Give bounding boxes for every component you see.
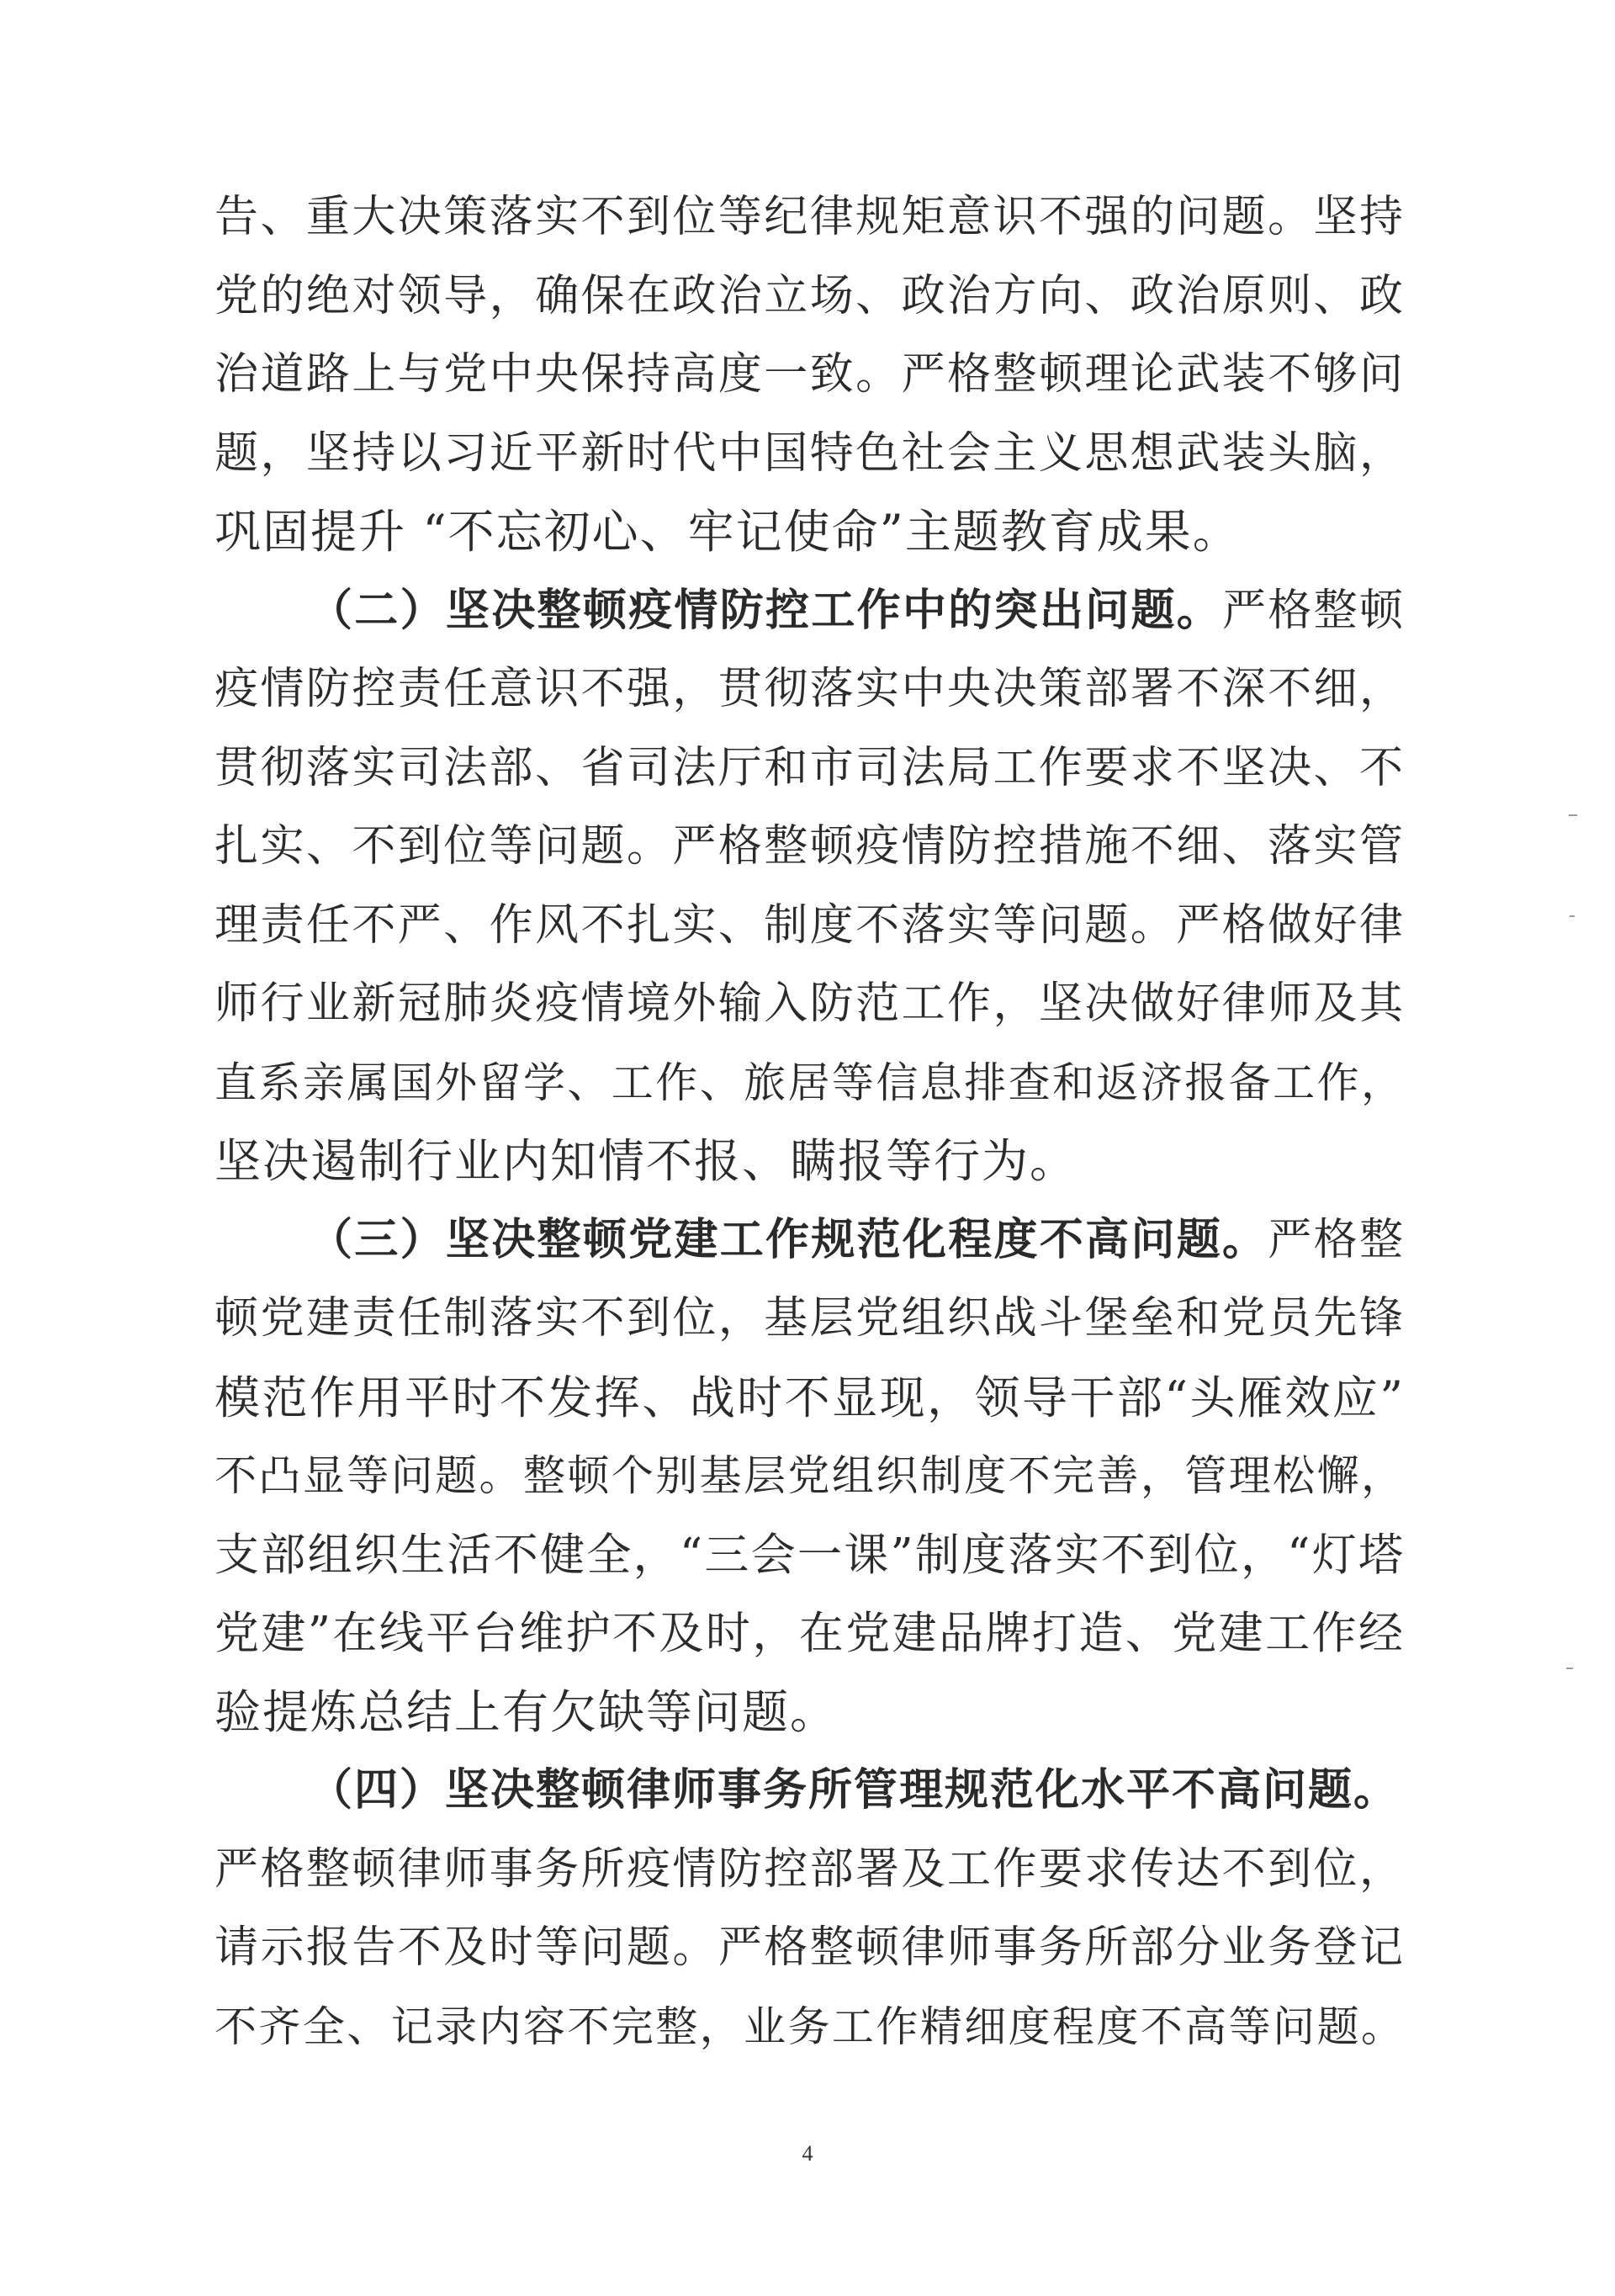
text-line: 请示报告不及时等问题。严格整顿律师事务所部分业务登记 bbox=[214, 1922, 1405, 1973]
section-2-first-line bbox=[214, 572, 1405, 651]
section-3-first-line bbox=[214, 1201, 1405, 1281]
scan-mark bbox=[1569, 814, 1577, 816]
text-line: 坚决遏制行业内知情不报、瞒报等行为。 bbox=[214, 1134, 1078, 1188]
text-line: 贯彻落实司法部、省司法厅和市司法局工作要求不坚决、不 bbox=[214, 742, 1405, 793]
text-line: 党建”在线平台维护不及时，在党建品牌打造、党建工作经 bbox=[214, 1608, 1405, 1659]
text-line: 师行业新冠肺炎疫情境外输入防范工作，坚决做好律师及其 bbox=[214, 978, 1405, 1029]
text-line: 模范作用平时不发挥、战时不显现，领导干部“头雁效应” bbox=[214, 1371, 1405, 1424]
text-line: 理责任不严、作风不扎实、制度不落实等问题。严格做好律 bbox=[214, 899, 1405, 951]
text-line: 治道路上与党中央保持高度一致。严格整顿理论武装不够问 bbox=[214, 349, 1405, 400]
document-body bbox=[214, 178, 1405, 2066]
text-line: 严格整顿律师事务所疫情防控部署及工作要求传达不到位， bbox=[214, 1843, 1405, 1895]
page-number: 4 bbox=[802, 2141, 813, 2166]
section-3-heading: （三）坚决整顿党建工作规范化程度不高问题。 bbox=[309, 1214, 1268, 1265]
text-line: 支部组织生活不健全，“三会一课”制度落实不到位，“灯塔 bbox=[214, 1529, 1405, 1581]
text-line: 巩固提升 “不忘初心、牢记使命”主题教育成果。 bbox=[214, 505, 1241, 559]
text-line: 顿党建责任制落实不到位，基层党组织战斗堡垒和党员先锋 bbox=[214, 1293, 1405, 1344]
text-line: 告、重大决策落实不到位等纪律规矩意识不强的问题。坚持 bbox=[214, 192, 1405, 242]
scan-mark bbox=[1570, 915, 1575, 917]
text-line: 党的绝对领导，确保在政治立场、政治方向、政治原则、政 bbox=[214, 270, 1405, 321]
text-run: 严格整顿 bbox=[1222, 585, 1405, 636]
section-2-heading: （二）坚决整顿疫情防控工作中的突出问题。 bbox=[309, 585, 1223, 636]
text-line: 不齐全、记录内容不完整，业务工作精细度程度不高等问题。 bbox=[214, 2002, 1405, 2051]
text-line: 扎实、不到位等问题。严格整顿疫情防控措施不细、落实管 bbox=[214, 821, 1405, 872]
text-line: 验提炼总结上有欠缺等问题。 bbox=[214, 1684, 839, 1739]
text-run: 严格整 bbox=[1268, 1214, 1405, 1265]
section-4-heading: （四）坚决整顿律师事务所管理规范化水平不高问题。 bbox=[309, 1765, 1400, 1816]
text-line: 不凸显等问题。整顿个别基层党组织制度不完善，管理松懈， bbox=[214, 1451, 1405, 1500]
scan-mark bbox=[1566, 1668, 1573, 1669]
text-line: 题，坚持以习近平新时代中国特色社会主义思想武装头脑， bbox=[214, 427, 1405, 479]
text-line: 直系亲属国外留学、工作、旅居等信息排查和返济报备工作， bbox=[214, 1058, 1405, 1107]
text-line: 疫情防控责任意识不强，贯彻落实中央决策部署不深不细， bbox=[214, 664, 1405, 714]
